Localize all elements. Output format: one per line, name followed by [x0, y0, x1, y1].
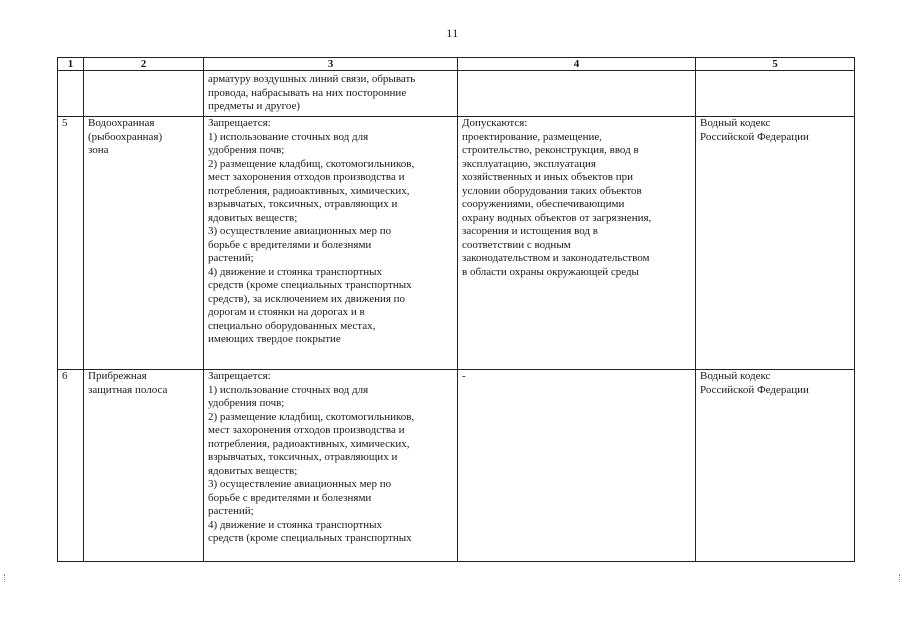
text-line: законодательством и законодательством [462, 252, 650, 264]
zone-name-line: Водоохранная [88, 117, 155, 129]
row-number-cell [58, 71, 84, 117]
prohibited-cell [204, 370, 458, 562]
law-name-line: Водный кодекс [700, 370, 771, 382]
text-line: 2) размещение кладбищ, скотомогильников, [208, 410, 415, 423]
text-line: сооружениями, обеспечивающими [462, 198, 625, 210]
text-line: средств (кроме специальных транспортных [208, 532, 412, 544]
law-name-line: Водный кодекс [700, 117, 771, 129]
text-line: 1) использование сточных вод для [208, 130, 369, 143]
row-number-cell [58, 117, 84, 370]
text-line: в области охраны окружающей среды [462, 265, 639, 278]
text-line: провода, набрасывать на них посторонние [208, 86, 407, 99]
text-line: эксплуатацию, эксплуатация [462, 157, 596, 170]
text-line: 4) движение и стоянка транспортных [208, 265, 382, 278]
row-number: 6 [62, 370, 68, 382]
text-line: арматуру воздушных линий связи, обрывать [208, 73, 416, 85]
text-line: средств (кроме специальных транспортных [208, 279, 412, 291]
empty-dash: - [462, 370, 466, 382]
text-line: Запрещается: [208, 117, 271, 129]
text-line: хозяйственных и иных объектов при [462, 171, 634, 183]
row-number-cell [58, 370, 84, 562]
column-header-5: 5 [696, 58, 855, 71]
table-row [58, 71, 855, 117]
text-line: взрывчатых, токсичных, отравляющих и [208, 198, 398, 210]
text-line: предметы и другое) [208, 100, 301, 112]
text-line: условии оборудования таких объектов [462, 184, 642, 197]
allowed-cell [458, 117, 696, 370]
text-line: потребления, радиоактивных, химических, [208, 437, 410, 450]
text-line: растений; [208, 252, 254, 264]
law-name-line: Российской Федерации [700, 383, 809, 396]
table-row [58, 370, 855, 562]
text-line: средств), за исключением их движения по [208, 292, 406, 305]
law-cell [696, 370, 855, 562]
text-line: охрану водных объектов от загрязнения, [462, 211, 652, 224]
text-line: имеющих твердое покрытие [208, 333, 341, 345]
text-line: ядовитых веществ; [208, 464, 298, 477]
text-line: строительство, реконструкция, ввод в [462, 144, 639, 156]
zone-cell [84, 370, 204, 562]
text-line: проектирование, размещение, [462, 130, 603, 143]
column-header-4: 4 [458, 58, 696, 71]
column-header-3: 3 [204, 58, 458, 71]
row-number: 5 [62, 117, 68, 129]
law-cell [696, 117, 855, 370]
header-row [58, 58, 855, 71]
text-line: потребления, радиоактивных, химических, [208, 184, 410, 197]
text-line: 1) использование сточных вод для [208, 383, 369, 396]
page-number: 11 [446, 26, 459, 40]
zone-cell [84, 71, 204, 117]
scan-edge-mark [4, 574, 6, 582]
text-line: засорения и истощения вод в [462, 225, 598, 237]
law-cell [696, 71, 855, 117]
zone-cell [84, 117, 204, 370]
zone-name-line: (рыбоохранная) [88, 130, 163, 143]
regulations-table [57, 57, 855, 562]
zone-name-line: защитная полоса [88, 383, 168, 396]
text-line: борьбе с вредителями и болезнями [208, 238, 372, 251]
text-line: соответствии с водным [462, 238, 571, 251]
zone-name-line: Прибрежная [88, 370, 147, 382]
column-header-2: 2 [84, 58, 204, 71]
text-line: ядовитых веществ; [208, 211, 298, 224]
text-line: удобрения почв; [208, 397, 285, 409]
text-line: Допускаются: [462, 117, 528, 129]
scan-edge-mark [899, 574, 901, 582]
allowed-cell [458, 71, 696, 117]
text-line: 3) осуществление авиационных мер по [208, 478, 392, 490]
prohibited-cell [204, 117, 458, 370]
text-line: Запрещается: [208, 370, 271, 382]
zone-name-line: зона [88, 144, 109, 156]
text-line: 3) осуществление авиационных мер по [208, 225, 392, 237]
allowed-cell [458, 370, 696, 562]
prohibited-cell [204, 71, 458, 117]
table-row [58, 117, 855, 370]
text-line: взрывчатых, токсичных, отравляющих и [208, 451, 398, 463]
text-line: 4) движение и стоянка транспортных [208, 518, 382, 531]
text-line: удобрения почв; [208, 144, 285, 156]
text-line: дорогам и стоянки на дорогах и в [208, 306, 365, 318]
text-line: мест захоронения отходов производства и [208, 424, 405, 436]
text-line: 2) размещение кладбищ, скотомогильников, [208, 157, 415, 170]
law-name-line: Российской Федерации [700, 130, 809, 143]
column-header-1: 1 [58, 58, 84, 71]
text-line: специально оборудованных местах, [208, 319, 376, 332]
text-line: растений; [208, 505, 254, 517]
text-line: борьбе с вредителями и болезнями [208, 491, 372, 504]
text-line: мест захоронения отходов производства и [208, 171, 405, 183]
